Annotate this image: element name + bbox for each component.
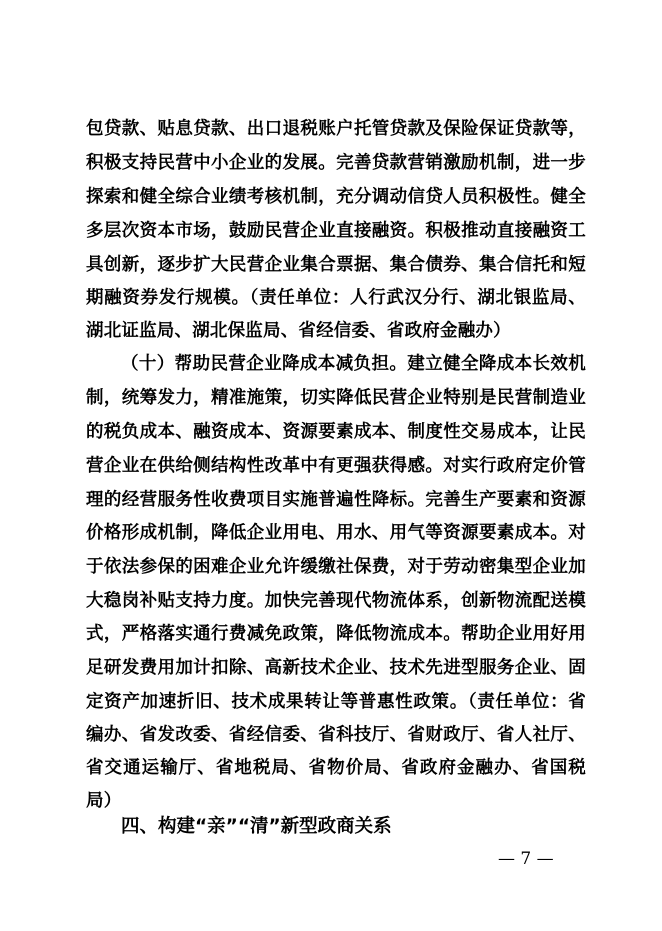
body-text-line: 包贷款、贴息贷款、出口退税账户托管贷款及保险保证贷款等， bbox=[86, 119, 586, 139]
body-text-line: 足研发费用加计扣除、高新技术企业、技术先进型服务企业、固 bbox=[86, 658, 586, 678]
body-text-line: 省交通运输厅、省地税局、省物价局、省政府金融办、省国税 bbox=[86, 758, 586, 778]
body-text-line: 编办、省发改委、省经信委、省科技厅、省财政厅、省人社厅、 bbox=[86, 725, 586, 745]
body-text-line: 湖北证监局、湖北保监局、省经信委、省政府金融办） bbox=[86, 321, 511, 341]
body-text-line: 价格形成机制，降低企业用电、用水、用气等资源要素成本。对 bbox=[86, 523, 586, 543]
body-text-line: 具创新，逐步扩大民营企业集合票据、集合债券、集合信托和短 bbox=[86, 255, 586, 275]
body-text-line: 期融资券发行规模。（责任单位：人行武汉分行、湖北银监局、 bbox=[86, 288, 586, 308]
body-text-line: 的税负成本、融资成本、资源要素成本、制度性交易成本，让民 bbox=[86, 422, 586, 442]
body-text-line: 制，统筹发力，精准施策，切实降低民营企业特别是民营制造业 bbox=[86, 388, 586, 408]
body-text-line: 于依法参保的困难企业允许缓缴社保费，对于劳动密集型企业加 bbox=[86, 557, 586, 577]
body-text-line: 探索和健全综合业绩考核机制，充分调动信贷人员积极性。健全 bbox=[86, 187, 586, 207]
body-text-line: 理的经营服务性收费项目实施普遍性降标。完善生产要素和资源 bbox=[86, 490, 586, 510]
body-text-line: 积极支持民营中小企业的发展。完善贷款营销激励机制，进一步 bbox=[86, 153, 586, 173]
paragraph-first-line: （十）帮助民营企业降成本减负担。建立健全降成本长效机 bbox=[121, 354, 586, 374]
body-text-line: 大稳岗补贴支持力度。加快完善现代物流体系，创新物流配送模 bbox=[86, 591, 586, 611]
page-number: — 7 — bbox=[498, 849, 554, 869]
body-text-line: 多层次资本市场，鼓励民营企业直接融资。积极推动直接融资工 bbox=[86, 221, 586, 241]
body-text-line: 局） bbox=[86, 791, 122, 811]
body-text-line: 式，严格落实通行费减免政策，降低物流成本。帮助企业用好用 bbox=[86, 624, 586, 644]
body-text-line: 营企业在供给侧结构性改革中有更强获得感。对实行政府定价管 bbox=[86, 456, 586, 476]
body-text-line: 定资产加速折旧、技术成果转让等普惠性政策。（责任单位：省 bbox=[86, 692, 586, 712]
section-heading: 四、构建“亲”“清”新型政商关系 bbox=[121, 816, 392, 837]
